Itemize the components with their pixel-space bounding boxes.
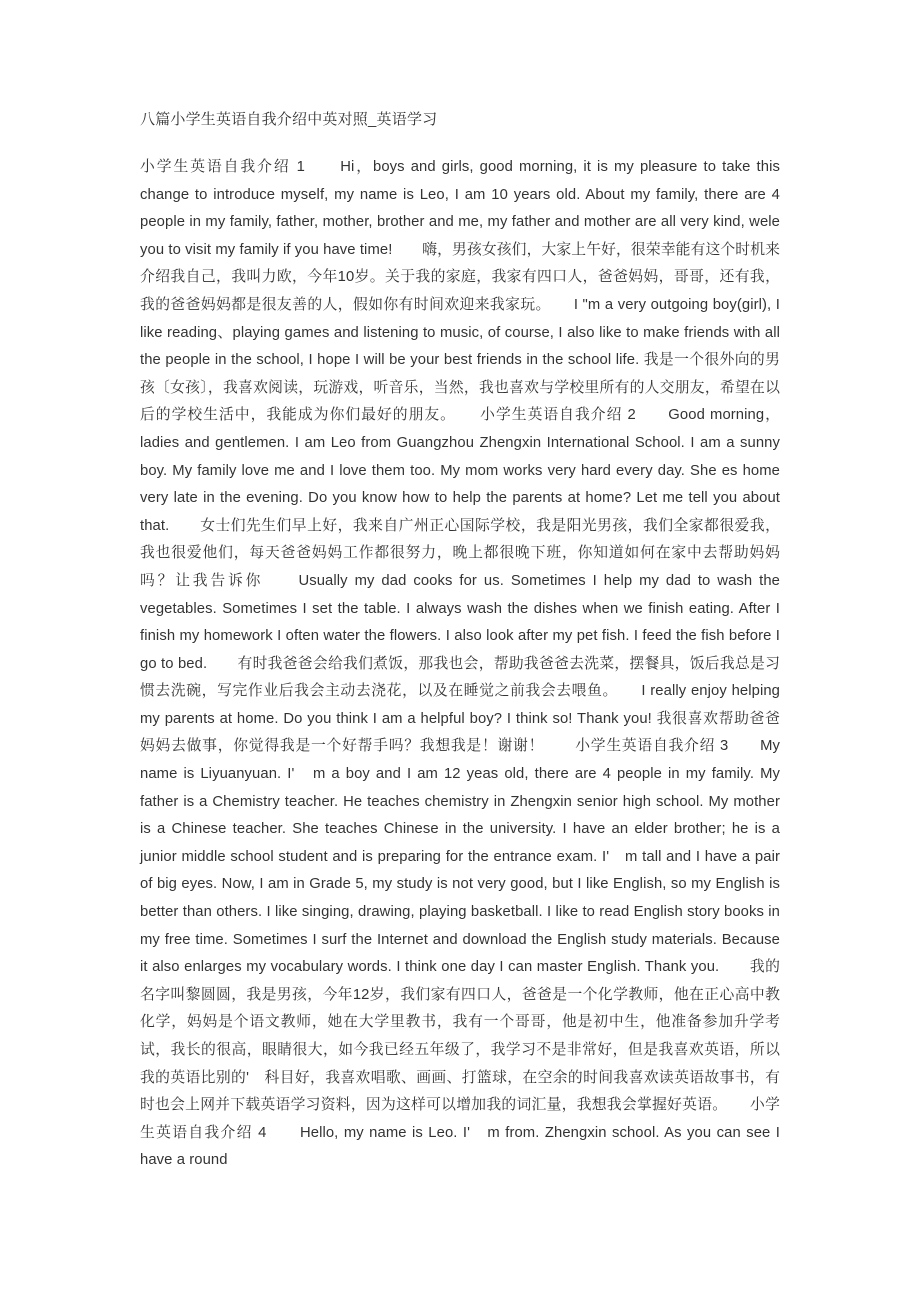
- section-text: 女士们先生们早上好，我来自广州正心国际学校，我是阳光男孩，我们全家都很爱我，我也很爱他们，每天爸爸妈妈工作都很努力，晚上都很晚下班，你知道如何在家中去帮助妈妈吗？让我告诉你: [140, 517, 780, 589]
- section-text: My name is Liyuanyuan. I' m a boy and I am 12 yeas old, there are 4 people in my family. My father is a Chemistry teacher. He teaches chemistry in Zhengxin senior high school. My mother is a Chinese teacher. She teaches Chinese in the university. I have an elder brother; he is a junior middle school student and is preparing for the entrance exam. I' m tall and I have a pair of big eyes. Now, I am in Grade 5, my study is not very good, but I like English, so my English is better than others. I like singing, drawing, playing basketball. I like to read English story books in my free time. Sometimes I surf the Internet and download the English study materials. Because it also enlarges my vocabulary words. I think one day I can master English. Thank you.: [140, 738, 785, 976]
- document-title: 八篇小学生英语自我介绍中英对照_英语学习: [140, 111, 438, 128]
- section-text: Good morning，ladies and gentlemen. I am Leo from Guangzhou Zhengxin International School. I am a sunny boy. My family love me and I love them too. My mom works very hard every day. She es home very late in the evening. Do you know how to help the parents at home? Let me tell you about that.: [140, 407, 785, 534]
- section-heading: 小学生英语自我介绍 4: [140, 1097, 780, 1141]
- section-heading: 小学生英语自我介绍 1: [140, 159, 305, 175]
- document-body: [140, 154, 785, 1175]
- section-text: Usually my dad cooks for us. Sometimes I help my dad to wash the vegetables. Sometimes I set the table. I always wash the dishes when we finish eating. After I finish my homework I often water the flowers. I also look after my pet fish. I feed the fish before I go to bed.: [140, 572, 785, 672]
- section-text: 有时我爸爸会给我们煮饭，那我也会，帮助我爸爸去洗菜，摆餐具，饭后我总是习惯去洗碗，写完作业后我会主动去浇花，以及在睡觉之前我会去喂鱼。: [140, 655, 780, 700]
- section-heading: 小学生英语自我介绍 3: [544, 738, 729, 755]
- section-text: I really enjoy helping my parents at home. Do you think I am a helpful boy? I think so! Thank you! 我很喜欢帮助爸爸妈妈去做事，你觉得我是一个好帮手吗？我想我是！谢谢！: [140, 683, 785, 755]
- section-text: Hi，boys and girls, good morning, it is my pleasure to take this change to introduce myself, my name is Leo, I am 10 years old. About my family, there are 4 people in my family, father, mother, brother and me, my father and mother are all very kind, wele you to visit my family if you have time!: [140, 159, 785, 258]
- section-text: Hello, my name is Leo. I' m from. Zhengxin school. As you can see I have a round: [140, 1124, 785, 1169]
- section-text: I "m a very outgoing boy(girl), I like reading、playing games and listening to music, of course, I also like to make friends with all the people in the school, I hope I will be your best friends in the school life. 我是一个很外向的男孩〔女孩〕，我喜欢阅读，玩游戏，听音乐，当然，我也喜欢与学校里所有的人交朋友，希望在以后的学校生活中，我能成为你们最好的朋友。: [140, 296, 785, 424]
- section-text: 嗨，男孩女孩们，大家上午好，很荣幸能有这个时机来介绍我自己，我叫力欧，今年10岁。关于我的家庭，我家有四口人，爸爸妈妈，哥哥，还有我，我的爸爸妈妈都是很友善的人，假如你有时间欢迎来我家玩。: [140, 241, 780, 313]
- section-text: 我的名字叫黎圆圆，我是男孩，今年12岁，我们家有四口人，爸爸是一个化学教师，他在正心高中教化学，妈妈是个语文教师，她在大学里教书，我有一个哥哥，他是初中生，他准备参加升学考试，我长的很高，眼睛很大，如今我已经五年级了，我学习不是非常好，但是我喜欢英语，所以我的英语比别的' 科目好，我喜欢唱歌、画画、打篮球，在空余的时间我喜欢读英语故事书，有时也会上网并下载英语学习资料，因为这样可以增加我的词汇量，我想我会掌握好英语。: [140, 959, 781, 1114]
- section-heading: 小学生英语自我介绍 2: [448, 407, 636, 424]
